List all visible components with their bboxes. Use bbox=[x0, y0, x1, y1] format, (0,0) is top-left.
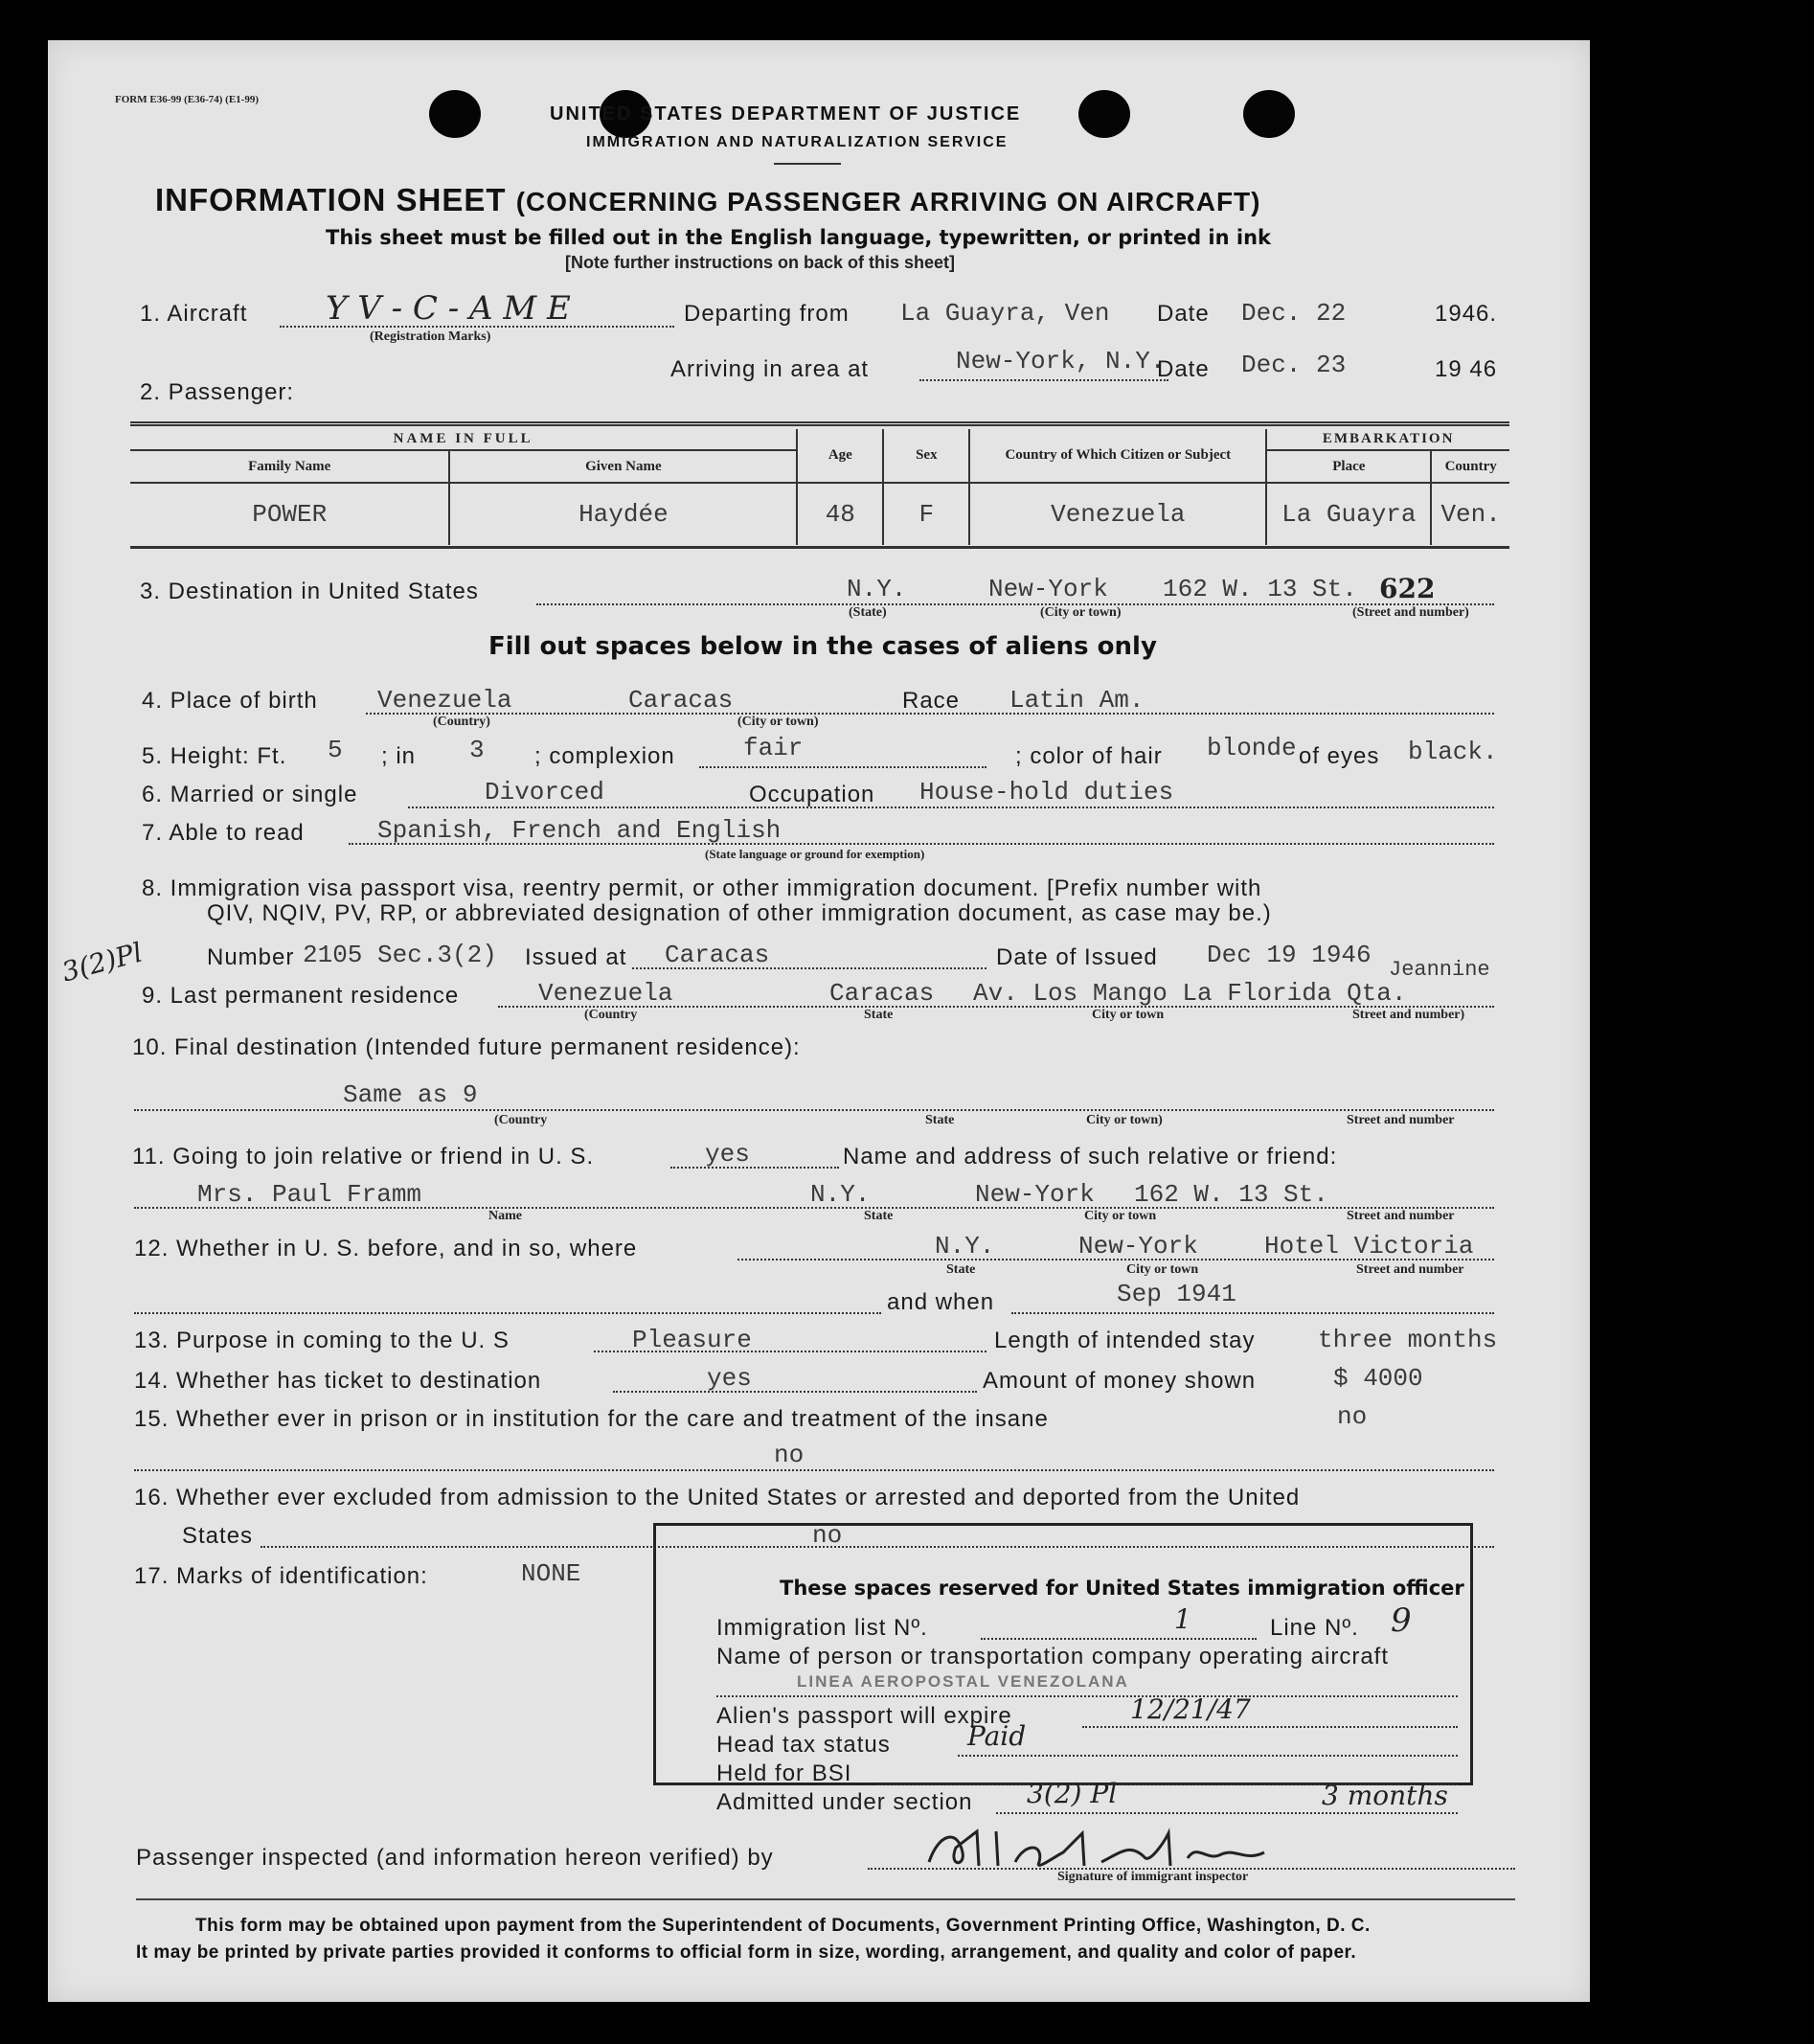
dotted-line bbox=[536, 603, 1494, 605]
title-main: INFORMATION SHEET bbox=[155, 182, 507, 217]
occupation-label: Occupation bbox=[749, 782, 875, 807]
stay-value: three months bbox=[1318, 1326, 1498, 1354]
prison-label: 15. Whether ever in prison or in institution for the care and treatment of the insane bbox=[134, 1406, 1049, 1432]
purpose-value: Pleasure bbox=[632, 1326, 752, 1354]
country-caption-3: (Country bbox=[584, 1008, 638, 1022]
state-caption-4: State bbox=[925, 1113, 955, 1127]
identification-value: NONE bbox=[521, 1559, 581, 1588]
date-label-2: Date bbox=[1157, 356, 1210, 382]
previous-when: Sep 1941 bbox=[1117, 1280, 1236, 1308]
table-top-rule bbox=[130, 421, 1509, 426]
height-in: 3 bbox=[469, 736, 485, 764]
purpose-label: 13. Purpose in coming to the U. S bbox=[134, 1328, 510, 1353]
issue-date-label: Date of Issued bbox=[996, 944, 1158, 970]
duration-value: 3 months bbox=[1322, 1780, 1448, 1811]
issued-at: Caracas bbox=[665, 941, 770, 969]
eyes-label: of eyes bbox=[1299, 743, 1380, 769]
aircraft-label: 1. Aircraft bbox=[140, 301, 248, 327]
previous-city: New-York bbox=[1078, 1232, 1198, 1260]
departing-date: Dec. 22 bbox=[1241, 299, 1347, 328]
birth-city: Caracas bbox=[628, 686, 734, 715]
col-country: Country of Which Citizen or Subject bbox=[969, 429, 1266, 483]
col-family: Family Name bbox=[130, 450, 449, 483]
company-rule bbox=[716, 1695, 1458, 1697]
country-caption-4: (Country bbox=[494, 1113, 548, 1127]
dotted-line bbox=[134, 1109, 1494, 1111]
destination-street: 162 W. 13 St. bbox=[1163, 575, 1357, 603]
when-label: and when bbox=[887, 1289, 995, 1315]
registration-caption: (Registration Marks) bbox=[370, 329, 491, 344]
destination-label: 3. Destination in United States bbox=[140, 579, 479, 604]
headtax-value: Paid bbox=[967, 1720, 1027, 1752]
punch-hole bbox=[1078, 90, 1130, 138]
state-caption-6: State bbox=[946, 1262, 976, 1277]
footer-rule bbox=[136, 1898, 1515, 1900]
signature-caption: Signature of immigrant inspector bbox=[1057, 1870, 1249, 1884]
residence-city: Av. Los Mango La Florida Qta. bbox=[973, 979, 1407, 1008]
company-stamp: LINEA AEROPOSTAL VENEZOLANA bbox=[797, 1672, 1129, 1691]
dotted-line bbox=[134, 1469, 1494, 1471]
arriving-year: 19 46 bbox=[1435, 356, 1498, 382]
col-emb-country: Country bbox=[1431, 450, 1509, 483]
relative-street: 162 W. 13 St. bbox=[1134, 1180, 1328, 1209]
residence-state: Caracas bbox=[829, 979, 935, 1008]
title-sub: (CONCERNING PASSENGER ARRIVING ON AIRCRAFT) bbox=[515, 187, 1261, 216]
departing-year: 1946. bbox=[1435, 301, 1498, 327]
birthplace-label: 4. Place of birth bbox=[142, 688, 318, 714]
state-caption: (State) bbox=[849, 605, 887, 620]
dotted-line bbox=[408, 806, 1494, 808]
eyes-value: black. bbox=[1408, 738, 1498, 766]
join-relative-answer: yes bbox=[705, 1140, 750, 1169]
previous-state: N.Y. bbox=[935, 1232, 995, 1260]
dotted-line bbox=[1082, 1726, 1458, 1728]
birth-country: Venezuela bbox=[377, 686, 512, 715]
street-caption-5: Street and number bbox=[1347, 1209, 1455, 1223]
dotted-line bbox=[919, 379, 1168, 381]
passenger-table bbox=[130, 429, 1509, 545]
dotted-line bbox=[996, 1812, 1458, 1814]
bsi-label: Held for BSI bbox=[716, 1760, 852, 1786]
state-caption-3: State bbox=[864, 1008, 894, 1022]
prison-answer-1: no bbox=[1337, 1402, 1368, 1431]
company-label: Name of person or transportation company operating aircraft bbox=[716, 1644, 1389, 1669]
arriving-date: Dec. 23 bbox=[1241, 351, 1347, 379]
marital-status: Divorced bbox=[485, 778, 604, 806]
destination-handwritten: 622 bbox=[1379, 573, 1436, 604]
excluded-answer: no bbox=[812, 1521, 843, 1550]
excluded-line2: States bbox=[182, 1523, 254, 1549]
street-caption: (Street and number) bbox=[1352, 605, 1469, 620]
race-label: Race bbox=[902, 688, 961, 714]
col-sex: Sex bbox=[883, 429, 969, 483]
visa-line1: 8. Immigration visa passport visa, reentry permit, or other immigration document. [Prefix number with bbox=[142, 875, 1262, 901]
given-name: Haydée bbox=[449, 483, 797, 545]
money-label: Amount of money shown bbox=[983, 1368, 1257, 1394]
prison-answer-2: no bbox=[774, 1441, 805, 1469]
col-age: Age bbox=[797, 429, 883, 483]
aliens-heading: Fill out spaces below in the cases of aliens only bbox=[488, 632, 1157, 661]
dotted-line bbox=[670, 1167, 839, 1169]
city-caption-4: City or town) bbox=[1086, 1113, 1163, 1127]
join-relative-label: 11. Going to join relative or friend in U. S. bbox=[132, 1144, 595, 1170]
embark-country: Ven. bbox=[1440, 500, 1501, 529]
margin-note: 3(2)Pl bbox=[58, 936, 147, 988]
languages-value: Spanish, French and English bbox=[377, 816, 782, 845]
embark-place: La Guayra bbox=[1266, 483, 1431, 545]
name-caption: Name bbox=[488, 1209, 522, 1223]
ticket-value: yes bbox=[707, 1364, 752, 1393]
destination-state: N.Y. bbox=[847, 575, 907, 603]
complexion-label: ; complexion bbox=[534, 743, 675, 769]
issue-date: Dec 19 1946 bbox=[1207, 941, 1372, 969]
header-rule bbox=[774, 163, 841, 165]
list-label: Immigration list Nº. bbox=[716, 1615, 928, 1641]
departing-label: Departing from bbox=[684, 301, 850, 327]
residence-country: Venezuela bbox=[538, 979, 673, 1008]
money-value: $ 4000 bbox=[1333, 1364, 1423, 1393]
relative-city: New-York bbox=[975, 1180, 1095, 1209]
residence-street: Jeannine bbox=[1389, 958, 1490, 982]
footer-line1: This form may be obtained upon payment from the Superintendent of Documents, Government Printing Office, Washington, D. C. bbox=[195, 1916, 1371, 1936]
relative-name: Mrs. Paul Framm bbox=[197, 1180, 422, 1209]
city-caption-3: City or town bbox=[1092, 1008, 1165, 1022]
residence-label: 9. Last permanent residence bbox=[142, 983, 460, 1009]
officer-box-title: These spaces reserved for United States immigration officer bbox=[780, 1577, 1464, 1600]
excluded-line1: 16. Whether ever excluded from admission to the United States or arrested and deported from the United bbox=[134, 1485, 1301, 1510]
city-caption-2: (City or town) bbox=[737, 715, 819, 729]
dotted-line bbox=[699, 766, 986, 768]
read-label: 7. Able to read bbox=[142, 820, 305, 846]
city-caption: (City or town) bbox=[1040, 605, 1122, 620]
line-label: Line Nº. bbox=[1270, 1615, 1359, 1641]
dotted-line bbox=[981, 1638, 1257, 1640]
col-given: Given Name bbox=[449, 450, 797, 483]
col-place: Place bbox=[1266, 450, 1431, 483]
inches-label: ; in bbox=[381, 743, 417, 769]
height-label: 5. Height: Ft. bbox=[142, 743, 287, 769]
marital-label: 6. Married or single bbox=[142, 782, 358, 807]
department-heading: UNITED STATES DEPARTMENT OF JUSTICE bbox=[550, 103, 1022, 125]
headtax-label: Head tax status bbox=[716, 1732, 891, 1758]
complexion-value: fair bbox=[743, 734, 804, 762]
hair-value: blonde bbox=[1207, 734, 1297, 762]
aircraft-registration: Y V - C - A M E bbox=[326, 289, 571, 328]
issued-label: Issued at bbox=[525, 944, 627, 970]
city-caption-6: City or town bbox=[1126, 1262, 1199, 1277]
hair-label: ; color of hair bbox=[1015, 743, 1163, 769]
street-caption-6: Street and number bbox=[1356, 1262, 1464, 1277]
form-code: FORM E36-99 (E36-74) (E1-99) bbox=[115, 94, 260, 105]
footer-line2: It may be printed by private parties provided it conforms to official form in size, wording, arrangement, and quality and color of paper. bbox=[136, 1942, 1357, 1963]
city-caption-5: City or town bbox=[1084, 1209, 1157, 1223]
table-bottom-rule bbox=[130, 546, 1509, 549]
number-label: Number bbox=[207, 944, 295, 970]
family-name: POWER bbox=[130, 483, 449, 545]
punch-hole bbox=[429, 90, 481, 138]
instruction-line: This sheet must be filled out in the English language, typewritten, or printed in ink bbox=[326, 226, 1271, 249]
country-caption: (Country) bbox=[433, 715, 490, 729]
street-caption-3: Street and number) bbox=[1352, 1008, 1465, 1022]
destination-city: New-York bbox=[988, 575, 1108, 603]
state-caption-5: State bbox=[864, 1209, 894, 1223]
dotted-line bbox=[134, 1312, 881, 1314]
arriving-label: Arriving in area at bbox=[670, 356, 870, 382]
identification-label: 17. Marks of identification: bbox=[134, 1563, 428, 1589]
stay-label: Length of intended stay bbox=[994, 1328, 1256, 1353]
departing-place: La Guayra, Ven bbox=[900, 299, 1110, 328]
inspected-label: Passenger inspected (and information hereon verified) by bbox=[136, 1845, 774, 1871]
dotted-line bbox=[594, 1351, 986, 1352]
final-destination-value: Same as 9 bbox=[343, 1080, 478, 1109]
section-value: 3(2) Pl bbox=[1027, 1778, 1118, 1809]
date-label: Date bbox=[1157, 301, 1210, 327]
race-value: Latin Am. bbox=[1009, 686, 1145, 715]
service-heading: IMMIGRATION AND NATURALIZATION SERVICE bbox=[586, 134, 1009, 150]
list-number: 1 bbox=[1174, 1603, 1191, 1635]
passport-label: Alien's passport will expire bbox=[716, 1703, 1012, 1729]
dotted-line bbox=[613, 1391, 977, 1393]
relative-name-label: Name and address of such relative or friend: bbox=[843, 1144, 1338, 1170]
citizen-value: Venezuela bbox=[969, 483, 1266, 545]
relative-state: N.Y. bbox=[810, 1180, 871, 1209]
instruction-note: [Note further instructions on back of this sheet] bbox=[565, 253, 956, 272]
visa-line2: QIV, NQIV, PV, RP, or abbreviated designation of other immigration document, as case may be.) bbox=[207, 900, 1272, 926]
previous-street: Hotel Victoria bbox=[1264, 1232, 1474, 1260]
passenger-label: 2. Passenger: bbox=[140, 379, 295, 405]
final-destination-label: 10. Final destination (Intended future permanent residence): bbox=[132, 1034, 801, 1060]
languages-caption: (State language or ground for exemption) bbox=[705, 847, 925, 861]
height-ft: 5 bbox=[328, 736, 343, 764]
dotted-line bbox=[1011, 1312, 1494, 1314]
previous-visit-label: 12. Whether in U. S. before, and in so, where bbox=[134, 1236, 638, 1261]
ticket-label: 14. Whether has ticket to destination bbox=[134, 1368, 542, 1394]
sex-value: F bbox=[883, 483, 969, 545]
passport-expiry: 12/21/47 bbox=[1130, 1693, 1251, 1725]
visa-number: 2105 Sec.3(2) bbox=[303, 941, 497, 969]
dotted-line bbox=[632, 967, 986, 969]
dotted-line bbox=[958, 1755, 1458, 1757]
street-caption-4: Street and number bbox=[1347, 1113, 1455, 1127]
punch-hole bbox=[1243, 90, 1295, 138]
occupation-value: House-hold duties bbox=[919, 778, 1174, 806]
section-label: Admitted under section bbox=[716, 1789, 973, 1815]
col-embarkation: EMBARKATION bbox=[1266, 429, 1509, 450]
arriving-place: New-York, N.Y. bbox=[956, 347, 1166, 375]
line-number: 9 bbox=[1391, 1601, 1412, 1640]
page-title bbox=[155, 182, 1260, 218]
age-value: 48 bbox=[797, 483, 883, 545]
col-name-in-full: NAME IN FULL bbox=[130, 429, 797, 450]
